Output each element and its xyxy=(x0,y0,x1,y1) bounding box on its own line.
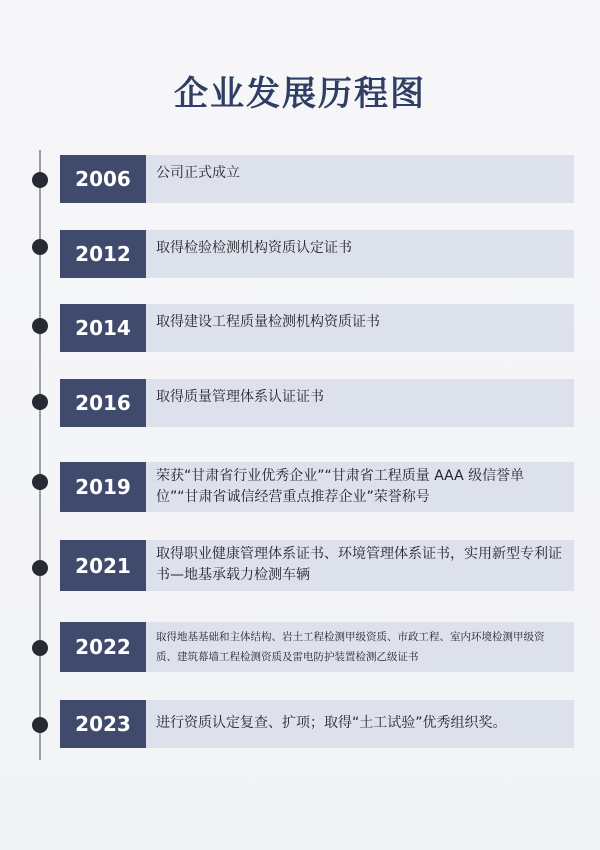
timeline-description: 取得地基基础和主体结构、岩土工程检测甲级资质、市政工程、室内环境检测甲级资质、建筑幕墙工程检测资质及雷电防护装置检测乙级证书 xyxy=(146,622,574,672)
timeline-year: 2019 xyxy=(60,462,146,512)
timeline-dot xyxy=(32,239,48,255)
timeline-description: 公司正式成立 xyxy=(146,155,574,203)
timeline-year: 2023 xyxy=(60,700,146,748)
page-title: 企业发展历程图 xyxy=(174,74,426,114)
timeline-dot xyxy=(32,717,48,733)
timeline-description: 取得检验检测机构资质认定证书 xyxy=(146,230,574,278)
timeline-year: 2016 xyxy=(60,379,146,427)
timeline-dot xyxy=(32,394,48,410)
timeline-dot xyxy=(32,560,48,576)
timeline-year: 2022 xyxy=(60,622,146,672)
timeline-dot xyxy=(32,474,48,490)
timeline-year: 2012 xyxy=(60,230,146,278)
timeline-description: 取得建设工程质量检测机构资质证书 xyxy=(146,304,574,352)
timeline-description: 取得质量管理体系认证证书 xyxy=(146,379,574,427)
timeline-description: 取得职业健康管理体系证书、环境管理体系证书，实用新型专利证书—地基承载力检测车辆 xyxy=(146,540,574,591)
timeline-description: 荣获“甘肃省行业优秀企业”“甘肃省工程质量 AAA 级信誉单位”“甘肃省诚信经营重点推荐企业”荣誉称号 xyxy=(146,462,574,512)
timeline-year: 2006 xyxy=(60,155,146,203)
timeline-description: 进行资质认定复查、扩项；取得“土工试验”优秀组织奖。 xyxy=(146,700,574,748)
timeline-dot xyxy=(32,640,48,656)
timeline-year: 2021 xyxy=(60,540,146,591)
timeline-year: 2014 xyxy=(60,304,146,352)
timeline-dot xyxy=(32,318,48,334)
timeline-dot xyxy=(32,172,48,188)
